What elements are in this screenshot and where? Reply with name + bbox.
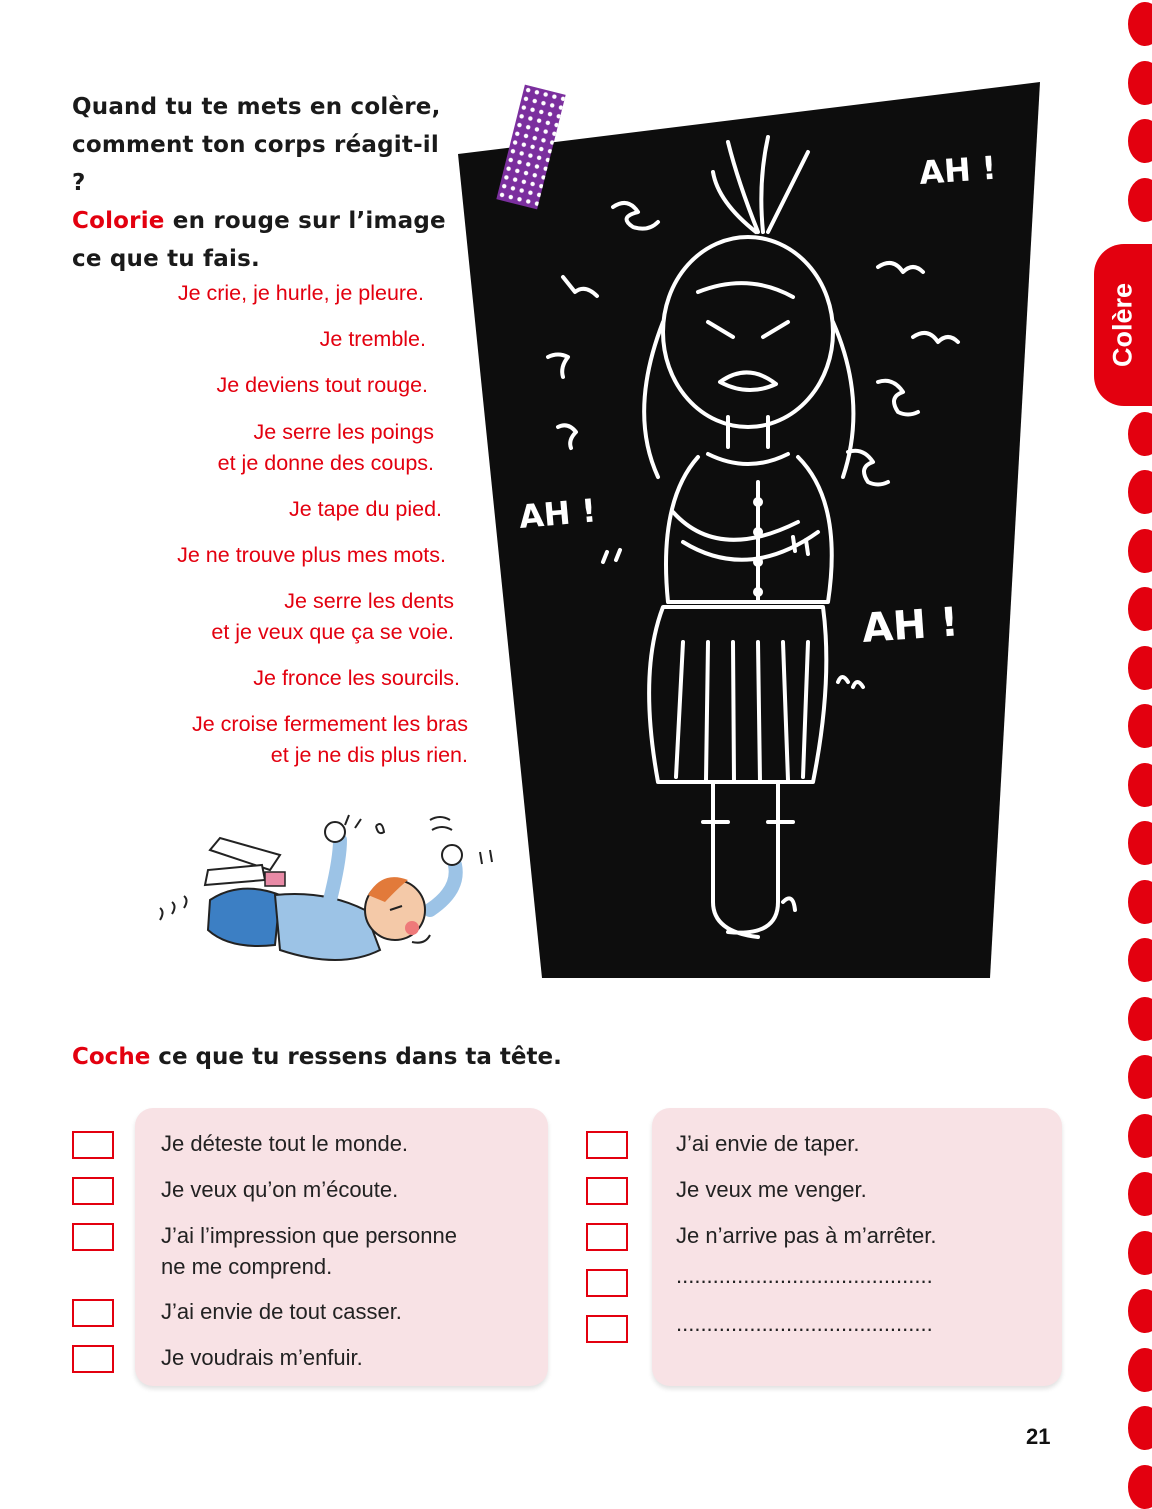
edge-dot xyxy=(1128,938,1152,982)
reaction-item: Je deviens tout rouge. xyxy=(216,373,428,397)
intro-line-4: ce que tu fais. xyxy=(72,246,260,272)
colorie-word: Colorie xyxy=(72,208,165,234)
edge-dot xyxy=(1128,1055,1152,1099)
edge-dot xyxy=(1128,1406,1152,1450)
checkbox[interactable] xyxy=(586,1315,628,1343)
intro-line-3 xyxy=(72,202,452,240)
checklist-title-rest: ce que tu ressens dans ta tête. xyxy=(150,1044,562,1070)
edge-dot xyxy=(1128,821,1152,865)
edge-dot xyxy=(1128,880,1152,924)
checkbox[interactable] xyxy=(72,1223,114,1251)
edge-dot xyxy=(1128,119,1152,163)
edge-dot xyxy=(1128,470,1152,514)
reaction-item: Je fronce les sourcils. xyxy=(253,666,460,690)
page-edge-dots xyxy=(1124,0,1152,1476)
checklist-panel-right xyxy=(652,1108,1062,1386)
edge-dot xyxy=(1128,1465,1152,1509)
intro-line-1: Quand tu te mets en colère, xyxy=(72,94,441,120)
angry-girl-chalk-drawing xyxy=(458,82,1040,982)
checkbox[interactable] xyxy=(586,1223,628,1251)
reaction-item: Je serre les poings et je donne des coups. xyxy=(217,420,434,475)
checklist-item: J’ai envie de tout casser. xyxy=(161,1299,402,1324)
reaction-item: Je crie, je hurle, je pleure. xyxy=(177,281,424,305)
intro-line-2: comment ton corps réagit-il ? xyxy=(72,132,439,196)
write-in-line[interactable]: .......................................... xyxy=(676,1311,933,1336)
section-tab-label: Colère xyxy=(1107,282,1138,368)
section-tab xyxy=(1094,244,1152,406)
edge-dot xyxy=(1128,763,1152,807)
shout-text: AH ! xyxy=(517,491,598,536)
edge-dot xyxy=(1128,2,1152,46)
checkbox[interactable] xyxy=(72,1177,114,1205)
coche-word: Coche xyxy=(72,1044,151,1070)
intro-line-3-rest: en rouge sur l’image xyxy=(164,208,446,234)
reaction-item: Je tremble. xyxy=(319,327,426,351)
shout-text: AH ! xyxy=(917,148,998,192)
edge-dot xyxy=(1128,529,1152,573)
edge-dot xyxy=(1128,178,1152,222)
checklist-panel-left xyxy=(135,1108,548,1386)
reaction-item: Je serre les dents et je veux que ça se voie. xyxy=(211,589,454,644)
checkbox[interactable] xyxy=(72,1345,114,1373)
edge-dot xyxy=(1128,587,1152,631)
chalkboard-illustration xyxy=(458,82,1040,982)
edge-dot xyxy=(1128,61,1152,105)
edge-dot xyxy=(1128,997,1152,1041)
checklist-item: Je déteste tout le monde. xyxy=(161,1131,409,1156)
checklist-item: J’ai envie de taper. xyxy=(676,1131,860,1156)
page-number: 21 xyxy=(1026,1424,1051,1449)
checklist-item: Je voudrais m’enfuir. xyxy=(161,1345,363,1370)
checklist-item: J’ai l’impression que personne ne me comprend. xyxy=(161,1223,457,1279)
checklist-item: Je veux me venger. xyxy=(676,1177,867,1202)
edge-dot xyxy=(1128,412,1152,456)
checkbox[interactable] xyxy=(72,1131,114,1159)
edge-dot xyxy=(1128,646,1152,690)
reaction-item: Je tape du pied. xyxy=(288,497,442,521)
write-in-line[interactable]: .......................................... xyxy=(676,1263,933,1288)
intro-instruction xyxy=(72,88,452,278)
edge-dot xyxy=(1128,1114,1152,1158)
checklist-item: Je veux qu’on m’écoute. xyxy=(161,1177,399,1202)
edge-dot xyxy=(1128,1289,1152,1333)
edge-dot xyxy=(1128,704,1152,748)
checklist-title xyxy=(72,1044,562,1070)
checkbox[interactable] xyxy=(72,1299,114,1327)
shout-text: AH ! xyxy=(860,599,961,652)
checkbox[interactable] xyxy=(586,1269,628,1297)
checkbox[interactable] xyxy=(586,1177,628,1205)
checklist-item: Je n’arrive pas à m’arrêter. xyxy=(676,1223,937,1248)
checkbox[interactable] xyxy=(586,1131,628,1159)
reaction-item: Je ne trouve plus mes mots. xyxy=(177,543,446,567)
reaction-item: Je croise fermement les bras et je ne dis plus rien. xyxy=(191,712,468,767)
edge-dot xyxy=(1128,1348,1152,1392)
edge-dot xyxy=(1128,1172,1152,1216)
tantrum-boy-illustration xyxy=(150,810,500,980)
edge-dot xyxy=(1128,1231,1152,1275)
